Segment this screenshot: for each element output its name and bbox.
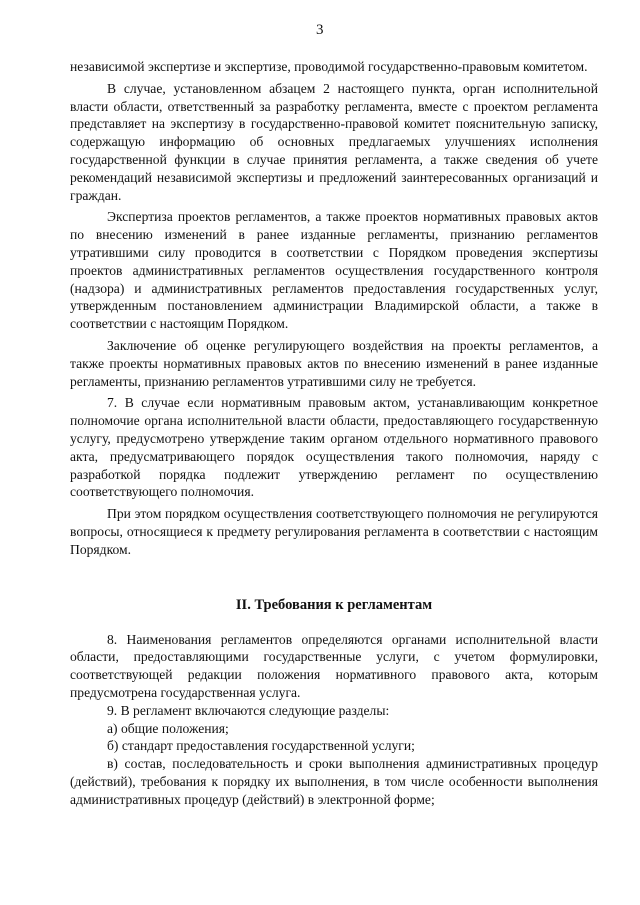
paragraph-item-8: 8. Наименования регламентов определяются органами исполнительной власти области, предоставляющими государственные услуги, с учетом формулировки, соответствующей редакции положения нормативного правового акта, которым предусмотрена государственная услуга. xyxy=(70,631,598,700)
paragraph: При этом порядком осуществления соответствующего полномочия не регулируются вопросы, относящиеся к предмету регулирования регламента в соответствии с настоящим Порядком. xyxy=(70,506,598,557)
list-item: а) общие положения; xyxy=(107,720,229,736)
list-item: б) стандарт предоставления государственной услуги; xyxy=(107,738,415,754)
paragraph: Экспертиза проектов регламентов, а также проектов нормативных правовых актов по внесению изменений в ранее изданные регламенты, признанию регламентов утратившими силу проводится в соответствии с Порядком проведения экспертизы проектов административных регламентов осуществления государственного контроля (надзора) и административных регламентов предоставления государственных услуг, утвержденным постановлением администрации Владимирской области, а также в соответствии с настоящим Порядком. xyxy=(70,209,598,332)
document-body xyxy=(70,58,598,808)
paragraph-item-9: 9. В регламент включаются следующие разделы: xyxy=(107,702,390,718)
list-item: в) состав, последовательность и сроки выполнения административных процедур (действий), требования к порядку их выполнения, в том числе особенности выполнения административных процедур (действий) в электронной форме; xyxy=(70,756,598,807)
section-heading: II. Требования к регламентам xyxy=(235,596,433,613)
page-number: 3 xyxy=(316,22,324,38)
paragraph: Заключение об оценке регулирующего воздействия на проекты регламентов, а также проекты нормативных правовых актов по внесению изменений в ранее изданные регламенты, признанию регламентов утратившими силу не требуется. xyxy=(70,337,598,389)
paragraph-item-7: 7. В случае если нормативным правовым актом, устанавливающим конкретное полномочие органа исполнительной власти области, предоставляющего государственную услугу, предусмотрено утверждение таким органом отдельного нормативного правового акта, предусматривающего порядок осуществления такого полномочия, наряду с разработкой порядка подлежит утверждению регламент по осуществлению соответствующего полномочия. xyxy=(70,395,598,500)
paragraph-continuation: независимой экспертизе и экспертизе, проводимой государственно-правовым комитетом. xyxy=(70,59,588,74)
paragraph: В случае, установленном абзацем 2 настоящего пункта, орган исполнительной власти области, ответственный за разработку регламента, вместе с проектом регламента представляет на экспертизу в государственно-правовой комитет пояснительную записку, содержащую информацию об основных предлагаемых улучшениях исполнения государственной функции в случае принятия регламента, а также сведения об учете рекомендаций независимой экспертизы и предложений заинтересованных организаций и граждан. xyxy=(70,80,598,203)
